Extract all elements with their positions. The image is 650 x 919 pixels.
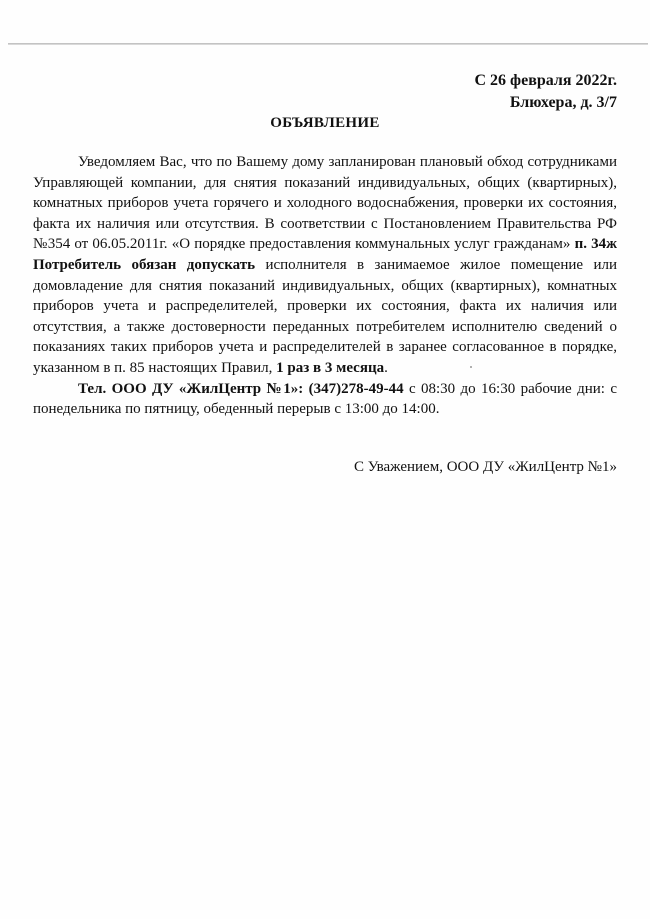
frequency-emphasis: 1 раз в 3 месяца <box>276 359 385 376</box>
signature-line: С Уважением, ООО ДУ «ЖилЦентр №1» <box>353 459 617 475</box>
paragraph-end: . <box>384 359 388 376</box>
paragraph-text: Уведомляем Вас, что по Вашему дому запланирован плановый обход сотрудниками Управляющей компании, для снятия показаний индивидуальных, общих (квартирных), комнатных приборов учета горячего и холодного водоснабжения, проверки их состояния, факта их наличия или отсутствия. В соответствии с Постановлением Правительства РФ №354 от 06.05.2011г. «О порядке предоставления коммунальных услуг гражданам» <box>33 154 617 253</box>
effective-date: С 26 февраля 2022г. <box>474 72 617 89</box>
notice-paragraph-main <box>33 152 617 379</box>
scan-edge-line <box>8 43 648 45</box>
paragraph-text: исполнителя в занимаемое жилое помещение или домовладение для снятия показаний индивидуальных, общих (квартирных), комнатных приборов учета и распределителей, проверки их состояния, факта их наличия или отсутствия, а также достоверности переданных потребителем исполнителю сведений о показаниях таких приборов учета и распределителей в заранее согласованное в порядке, указанном в п. 85 настоящих Правил, <box>33 256 617 376</box>
contact-phone: Тел. ООО ДУ «ЖилЦентр №1»: (347)278-49-44 <box>78 380 404 397</box>
contact-hours: с 08:30 до 16:30 рабочие дни: с понедельника по пятницу, обеденный перерыв с 13:00 до 14:00. <box>33 380 617 418</box>
building-address: Блюхера, д. 3/7 <box>509 94 617 111</box>
document-title: ОБЪЯВЛЕНИЕ <box>270 115 380 131</box>
scan-speck <box>470 366 472 368</box>
notice-paragraph-contact <box>33 379 617 420</box>
notice-body <box>33 152 617 420</box>
paragraph-emphasis: п. 34ж Потребитель обязан допускать <box>33 236 617 273</box>
